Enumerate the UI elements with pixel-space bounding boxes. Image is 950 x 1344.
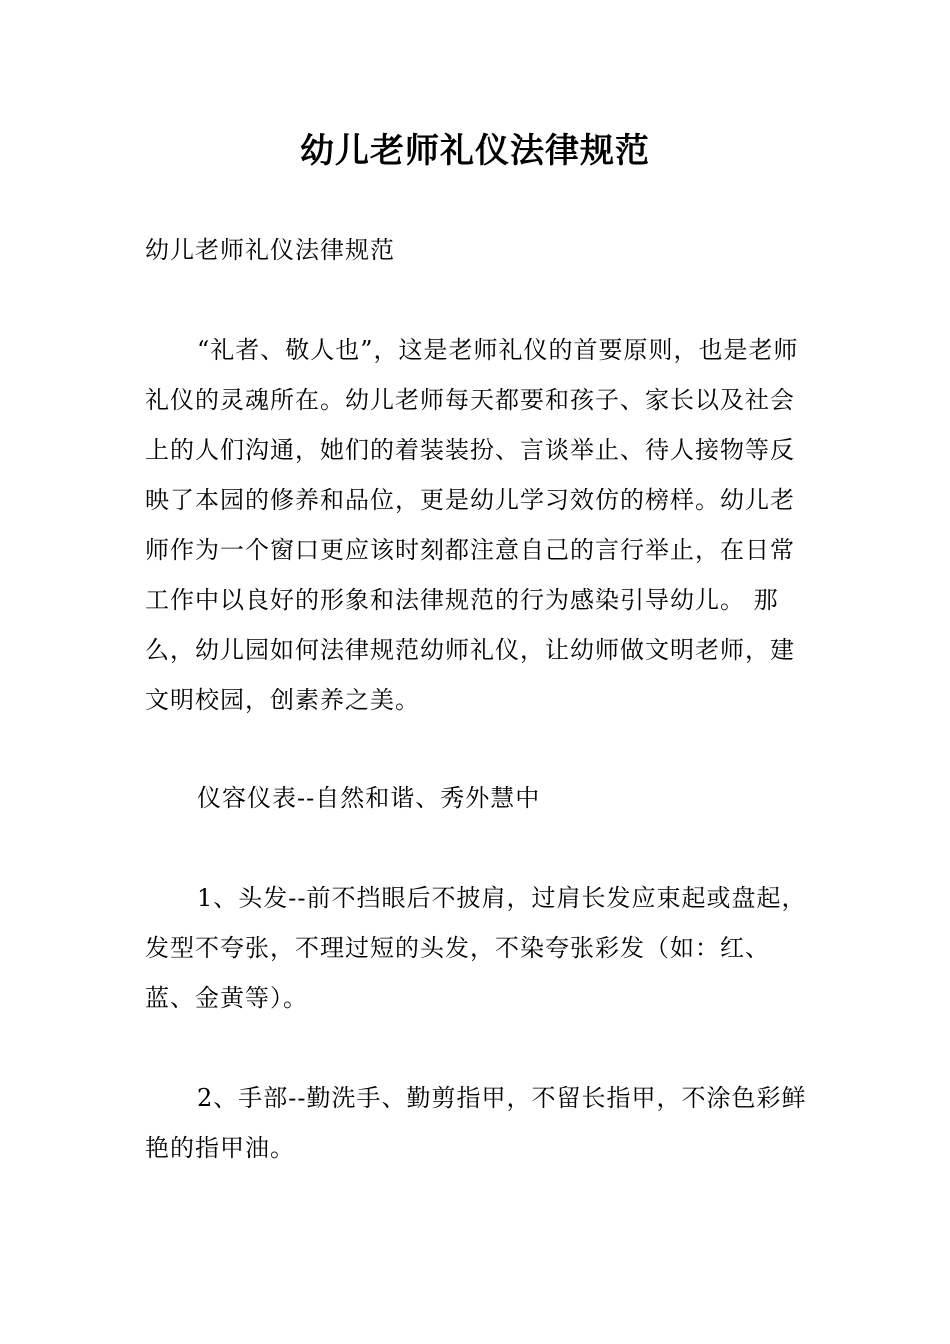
list-item-hands: 2、手部--勤洗手、勤剪指甲，不留长指甲，不涂色彩鲜艳的指甲油。 — [145, 1084, 807, 1162]
intro-paragraph: “礼者、敬人也”，这是老师礼仪的首要原则，也是老师礼仪的灵魂所在。幼儿老师每天都要和孩子、家长以及社会上的人们沟通，她们的着装装扮、言谈举止、待人接物等反映了本园的修养和品位，更是幼儿学习效仿的榜样。幼儿老师作为一个窗口更应该时刻都注意自己的言行举止，在日常工作中以良好的形象和法律规范的行为感染引导幼儿。 那么，幼儿园如何法律规范幼师礼仪，让幼师做文明老师，建文明校园，创素养之美。 — [145, 336, 799, 714]
document-title: 幼儿老师礼仪法律规范 — [300, 131, 650, 171]
section-heading: 仪容仪表--自然和谐、秀外慧中 — [197, 784, 541, 812]
list-item-hair: 1、头发--前不挡眼后不披肩，过肩长发应束起或盘起，发型不夸张，不理过短的头发，不染夸张彩发（如：红、蓝、金黄等）。 — [145, 884, 807, 1012]
document-subtitle: 幼儿老师礼仪法律规范 — [145, 236, 395, 264]
